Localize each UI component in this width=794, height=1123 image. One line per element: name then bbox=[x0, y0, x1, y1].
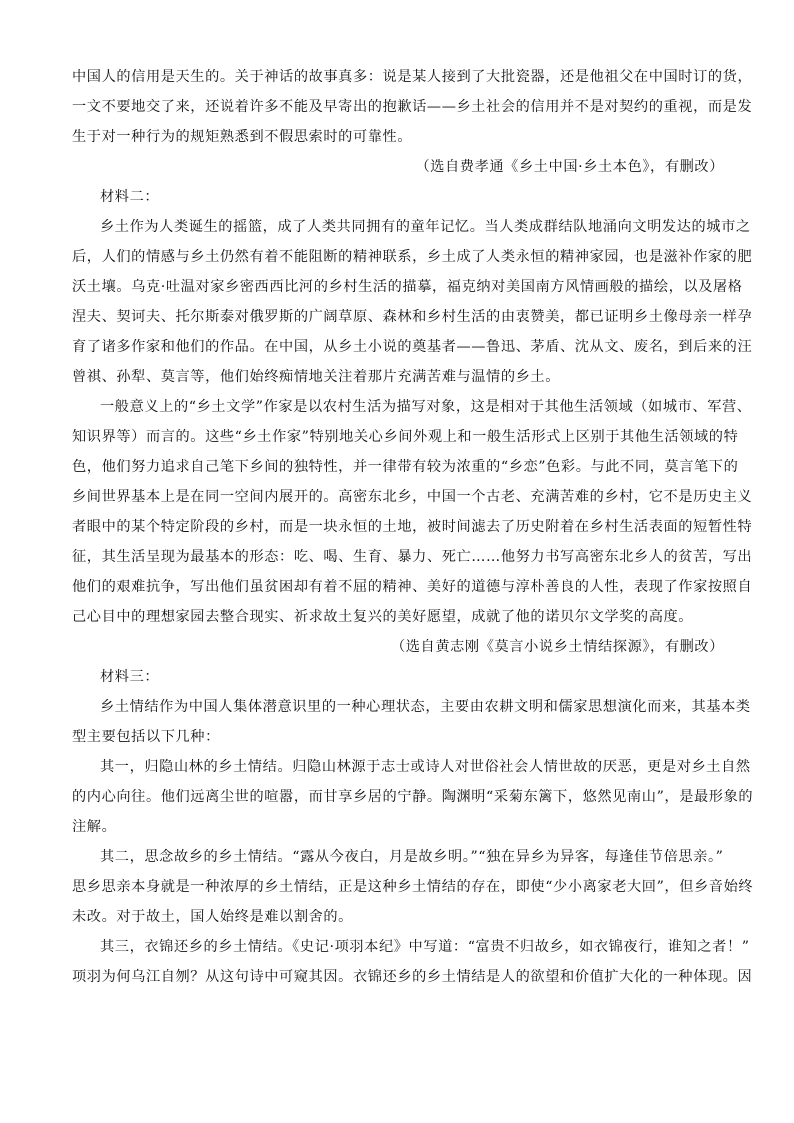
text-line: 其一，归隐山林的乡土情结。归隐山林源于志士或诗人对世俗社会人情世故的厌恶，更是对乡土自然 bbox=[100, 759, 751, 775]
text-line: 材料二： bbox=[100, 189, 160, 205]
text-line: （选自黄志刚《莫言小说乡土情结探源》，有删改） bbox=[390, 639, 724, 655]
section-heading bbox=[72, 662, 724, 692]
text-line: 思乡思亲本身就是一种浓厚的乡土情结，正是这种乡土情结的存在，即使“少小离家老大回”，但乡音始终 bbox=[72, 879, 754, 895]
text-line: 育了诸多作家和他们的作品。在中国，从乡土小说的奠基者——鲁迅、茅盾、沈从文、废名，到后来的汪 bbox=[72, 339, 753, 355]
text-line: 知识界等）而言的。这些“乡土作家”特别地关心乡间外观上和一般生活形式上区别于其他生活领域的特 bbox=[72, 429, 739, 445]
text-line: 其三，衣锦还乡的乡土情结。《史记·项羽本纪》中写道：“富贵不归故乡，如衣锦夜行，谁知之者！” bbox=[100, 939, 750, 955]
source-citation bbox=[72, 152, 724, 182]
document-page bbox=[72, 62, 754, 992]
text-line: 者眼中的某个特定阶段的乡村，而是一块永恒的土地，被时间滤去了历史附着在乡村生活表面的短暂性特 bbox=[72, 519, 753, 535]
body-paragraph bbox=[72, 752, 754, 842]
text-line: 后，人们的情感与乡土仍然有着不能阻断的精神联系，乡土成了人类永恒的精神家园，也是滋补作家的肥 bbox=[72, 249, 753, 265]
text-line: 材料三： bbox=[100, 669, 160, 685]
text-line: 其二，思念故乡的乡土情结。“露从今夜白，月是故乡明。”“独在异乡为异客，每逢佳节倍思亲。” bbox=[100, 849, 724, 865]
text-line: 注解。 bbox=[72, 819, 117, 835]
text-line: 的内心向往。他们远离尘世的喧嚣，而甘享乡居的宁静。陶渊明“采菊东篱下，悠然见南山”，是最形象的 bbox=[72, 789, 754, 805]
text-line: 曾祺、孙犁、莫言等，他们始终痴情地关注着那片充满苦难与温情的乡土。 bbox=[72, 369, 560, 385]
text-line: 生于对一种行为的规矩熟悉到不假思索时的可靠性。 bbox=[72, 129, 413, 145]
text-line: 色，他们努力追求自己笔下乡间的独特性，并一律带有较为浓重的“乡恋”色彩。与此不同，莫言笔下的 bbox=[72, 459, 739, 475]
body-paragraph bbox=[72, 692, 751, 752]
text-line: 型主要包括以下几种： bbox=[72, 729, 220, 745]
text-line: 征，其生活呈现为最基本的形态：吃、喝、生育、暴力、死亡……他努力书写高密东北乡人的贫苦，写出 bbox=[72, 549, 753, 565]
text-line: 未改。对于故土，国人始终是难以割舍的。 bbox=[72, 909, 353, 925]
text-line: 一文不要地交了来，还说着许多不能及早寄出的抱歉话——乡土社会的信用并不是对契约的重视，而是发 bbox=[72, 99, 753, 115]
text-line: 沃土壤。乌克·吐温对家乡密西西比河的乡村生活的描摹，福克纳对美国南方风情画般的描绘，以及屠格 bbox=[72, 279, 743, 295]
body-paragraph bbox=[72, 212, 753, 392]
text-line: 乡土作为人类诞生的摇篮，成了人类共同拥有的童年记忆。当人类成群结队地涌向文明发达的城市之 bbox=[100, 219, 751, 235]
body-paragraph bbox=[72, 62, 753, 152]
text-line: 项羽为何乌江自刎？从这句诗中可窥其因。衣锦还乡的乡土情结是人的欲望和价值扩大化的一种体现。因 bbox=[72, 969, 753, 985]
text-line: 乡间世界基本上是在同一空间内展开的。高密东北乡，中国一个古老、充满苦难的乡村，它不是历史主义 bbox=[72, 489, 753, 505]
body-paragraph bbox=[72, 932, 753, 992]
text-line: （选自费孝通《乡土中国·乡土本色》，有删改） bbox=[415, 159, 724, 175]
body-paragraph bbox=[72, 842, 754, 932]
text-line: 涅夫、契诃夫、托尔斯泰对俄罗斯的广阔草原、森林和乡村生活的由衷赞美，都已证明乡土像母亲一样孕 bbox=[72, 309, 753, 325]
source-citation bbox=[72, 632, 724, 662]
text-line: 一般意义上的“乡土文学”作家是以农村生活为描写对象，这是相对于其他生活领域（如城市、军营、 bbox=[100, 399, 752, 415]
text-line: 他们的艰难抗争，写出他们虽贫困却有着不屈的精神、美好的道德与淳朴善良的人性，表现了作家按照自 bbox=[72, 579, 753, 595]
text-line: 乡土情结作为中国人集体潜意识里的一种心理状态，主要由农耕文明和儒家思想演化而来，其基本类 bbox=[100, 699, 751, 715]
body-paragraph bbox=[72, 392, 753, 632]
text-line: 己心目中的理想家园去整合现实、祈求故土复兴的美好愿望，成就了他的诺贝尔文学奖的高度。 bbox=[72, 609, 694, 625]
text-line: 中国人的信用是天生的。关于神话的故事真多：说是某人接到了大批瓷器，还是他祖父在中国时订的货， bbox=[72, 69, 753, 85]
section-heading bbox=[72, 182, 724, 212]
